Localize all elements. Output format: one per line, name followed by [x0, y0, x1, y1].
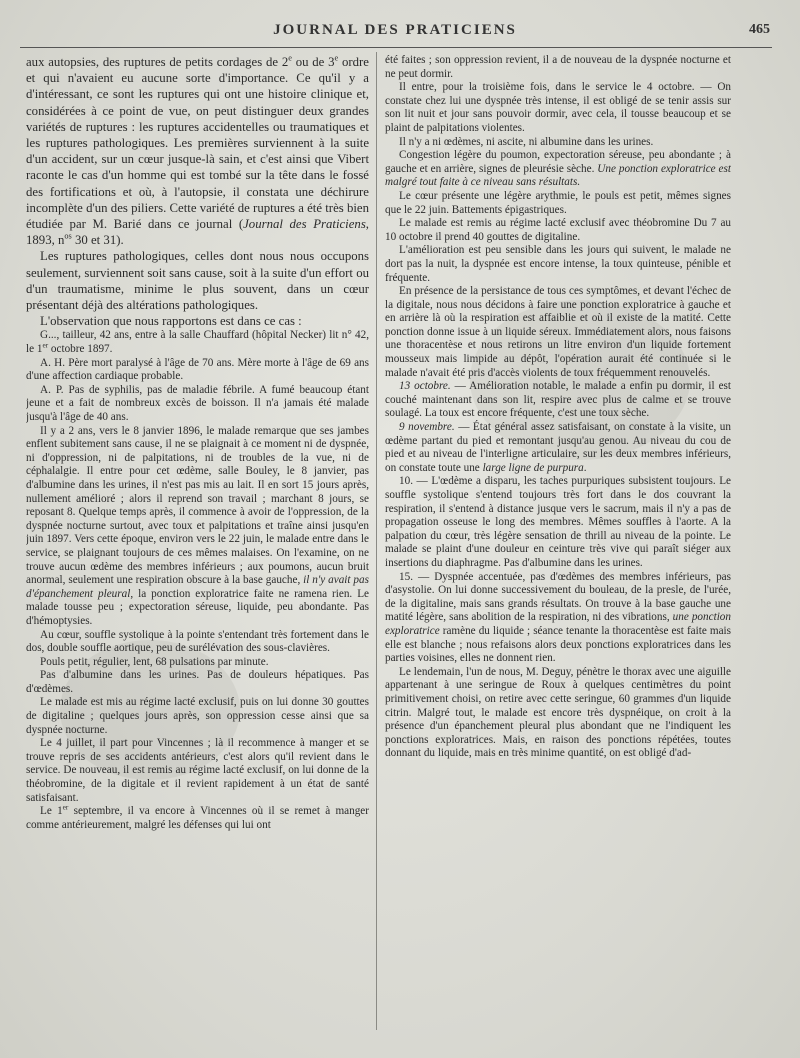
paragraph: [26, 248, 369, 313]
text-run: — Amélioration notable, le malade a enfin pu dormir, il est couché maintenant dans son lit, respire avec plus de calme et se trouve soulagé. La toux est encore fréquente, c'est une toux sèche.: [385, 380, 731, 420]
superscript: er: [62, 803, 69, 812]
paragraph: [385, 54, 731, 81]
header-rule: [20, 47, 772, 48]
text-run: L'amélioration est peu sensible dans les jours qui suivent, le malade ne dort pas la nuit, la dyspnée est encore intense, la toux quinteuse, pénible et fréquente.: [385, 244, 731, 284]
text-run: Le malade est remis au régime lacté exclusif avec théobromine Du 7 au 10 octobre il prend 40 gouttes de digitaline.: [385, 217, 731, 243]
text-run: aux autopsies, des ruptures de petits cordages de 2: [26, 55, 289, 69]
superscript: e: [334, 54, 339, 63]
text-run: A. P. Pas de syphilis, pas de maladie fébrile. A fumé beaucoup étant jeune et a fait de nombreux excès de boisson. Il n'a jamais été malade jusqu'à l'âge de 40 ans.: [26, 383, 369, 424]
superscript: er: [42, 341, 49, 350]
paragraph: [385, 285, 731, 380]
paragraph: [26, 54, 369, 248]
paragraph: [26, 805, 369, 832]
text-run: Pouls petit, régulier, lent, 68 pulsations par minute.: [40, 655, 269, 668]
paragraph: [26, 329, 369, 356]
text-run: , 1893, n: [26, 217, 369, 248]
text-run: G..., tailleur, 42 ans, entre à la salle Chauffard (hôpital Necker) lit n° 42, le 1: [26, 329, 369, 356]
text-run: , la ponction exploratrice faite ne ramena rien. Le malade tousse peu ; expectoration séreuse, liquide, peu abondante. Pas d'hémoptysies.: [26, 587, 369, 627]
text-run: ou de 3: [291, 55, 335, 69]
text-run: Pas d'albumine dans les urines. Pas de douleurs hépatiques. Pas d'œdèmes.: [26, 669, 369, 695]
paragraph: [26, 656, 369, 670]
text-run: ramène du liquide ; séance tenante la thoracentèse est faite mais elle est blanche ; nous refaisons alors deux ponctions exploratrices dans les parties voisines, elles ne donnent rien.: [385, 624, 731, 665]
paragraph: [385, 666, 731, 761]
column-divider: [376, 52, 377, 1030]
text-run: Le cœur présente une légère arythmie, le pouls est petit, mêmes signes que le 22 juin. Battements épigastriques.: [385, 189, 731, 216]
text-run: .: [583, 461, 587, 474]
paragraph: [26, 384, 369, 425]
text-run: En présence de la persistance de tous ces symptômes, et devant l'échec de la digitale, nous nous décidons à faire une ponction exploratrice à gauche et en arrière là où la respiration est affaiblie et où il existe de la matité. Cette ponction donne issue à un liquide séreux. Immédiatement alors, nous faisons une thoracentèse et nous retirons un litre environ d'un liquide fortement mousseux mais limpide au dépôt, l'opération aurait été continuée si le malade n'avait été pris d'accès violents de toux fréquemment renouvelés.: [385, 285, 731, 379]
paragraph: [26, 737, 369, 805]
italic-text: il n'y avait pas d'épanchement pleural: [26, 574, 369, 600]
paragraph: [385, 421, 731, 475]
paragraph: [26, 696, 369, 737]
text-run: octobre 1897.: [48, 343, 113, 356]
paragraph: [385, 380, 731, 421]
text-run: Au cœur, souffle systolique à la pointe s'entendant très fortement dans le dos, double souffle aortique, peu de surélévation des sous-clavières.: [26, 628, 369, 655]
paragraph: [26, 425, 369, 629]
text-run: Congestion légère du poumon, expectoration séreuse, peu abondante ; à gauche et en arrière, signes de pleurésie sèche.: [385, 149, 731, 175]
text-run: Le malade est mis au régime lacté exclusif, puis on lui donne 30 gouttes de digitaline ; quelques jours après, son oppression cesse ainsi que sa dyspnée nocturne.: [26, 696, 369, 736]
text-run: Il y a 2 ans, vers le 8 janvier 1896, le malade remarque que ses jambes enflent subitement sans cause, il ne se plaignait à ce moment ni de dyspnée, ni d'oppression, ni de palpitations, ni de troubles de la vue, ni de céphalalgie. Il entre pour cet œdème, salle Bouley, le 8 janvier, pas d'albumine dans les urines, il n'est pas mis au lait. Il en sort 15 jours après, nullement amélioré ; alors il reprend son travail ; marchant 8 jours, se reposant 8. Quelque temps après, il commence à avoir de l'oppression, de la dyspnée nocturne surtout, avec toux et palpitations et traîne ainsi jusqu'en juin 1897. Vers cette époque, environ vers le 22 juin, le malade entre dans le service, se plaignant toujours de ces mêmes malaises. On l'examine, on ne trouve aucun œdème des membres inférieurs ; aux poumons, aucun bruit anormal, seulement une respiration obscure à la base gauche,: [26, 424, 369, 587]
paragraph: [26, 357, 369, 384]
superscript: os: [64, 231, 72, 241]
paragraph: [385, 217, 731, 244]
paragraph: [385, 244, 731, 285]
italic-text: Journal des Praticiens: [243, 217, 366, 232]
text-run: — État général assez satisfaisant, on constate à la visite, un œdème partant du pied et remontant jusqu'au genou. Au niveau du cou de pied et au niveau de l'interligne articulaire, sur les deux membres inférieurs, on constate toute une: [385, 421, 731, 474]
page-number: 465: [749, 22, 770, 37]
text-run: 15. — Dyspnée accentuée, pas d'œdèmes des membres inférieurs, pas d'asystolie. On lui donne successivement du bouleau, de la presle, de l'urée, de la digitaline, mais sans grands résultats. On trouve à la base gauche une matité légère, sans abolition de la respiration, ni des vibrations,: [385, 570, 731, 624]
paragraph: [385, 149, 731, 190]
right-column: [385, 54, 731, 1044]
text-run: Le 4 juillet, il part pour Vincennes ; là il recommence à manger et se trouve repris de ses accidents antérieurs, c'est alors qu'il revient dans le service. De nouveau, il est remis au régime lacté exclusif, on lui donne de la théobromine, de la digitale et il revient rapidement à un état de santé satisfaisant.: [26, 737, 369, 804]
text-run: Le 1: [40, 805, 63, 818]
italic-text: 13 octobre.: [399, 380, 451, 393]
text-run: 10. — L'œdème a disparu, les taches purpuriques subsistent toujours. Le souffle systolique s'entend toujours très fort dans le dos couvrant la respiration, il s'entend à distance jusque vers le sacrum, mais il n'y a pas de propagation osseuse le long des membres. Mêmes souffles à l'aorte. A la palpation du cœur, très légère sensation de thrill au niveau de la pointe. Le malade se plaint d'une douleur en ceinture très vive qui paraît siéger aux insertions du diaphragme. Pas d'albumine dans les urines.: [385, 475, 731, 569]
running-title: JOURNAL DES PRATICIENS: [273, 22, 517, 38]
text-run: 30 et 31).: [71, 233, 124, 248]
paragraph: [385, 136, 731, 150]
paragraph: [385, 571, 731, 666]
paragraph: [26, 629, 369, 656]
italic-text: 9 novembre.: [399, 421, 455, 434]
text-run: L'observation que nous rapportons est dans ce cas :: [40, 314, 302, 329]
paragraph: [385, 190, 731, 217]
paragraph: [26, 669, 369, 696]
text-run: Il n'y a ni œdèmes, ni ascite, ni albumine dans les urines.: [399, 135, 654, 148]
paragraph: [385, 81, 731, 135]
left-column: [26, 54, 369, 1044]
text-run: ordre et qui n'avaient eu aucune sorte d'importance. Ce qu'il y a d'intéressant, ce sont les ruptures qui ont une histoire clinique et, considérées à ce point de vue, on peut distinguer deux grandes variétés de ruptures : les ruptures accidentelles ou traumatiques et les ruptures pathologiques. Les premières surviennent à la suite d'un accident, sur un cœur jusque-là sain, et c'est ainsi que Vibert raconte le cas d'un homme qui est tombé sur la tête dans le fossé des fortifications et où, à l'autopsie, il constata une déchirure incomplète d'un des piliers. Cette variété de ruptures a été très bien étudiée par M. Barié dans ce journal (: [26, 55, 369, 232]
text-run: Le lendemain, l'un de nous, M. Deguy, pénètre le thorax avec une aiguille appartenant à une seringue de Roux à quelques centimètres du point primitivement choisi, on retire avec cette seringue, 60 grammes d'un liquide citrin. Malgré tout, le malade est encore très dyspnéique, on croit à la présence d'un épanchement pleural plus abondant que ne l'indiquent les ponctions exploratrices. Mais, en raison des ponctions répétées, toutes donnant du liquide, mais en très minime quantité, on est obligé d'ad-: [385, 665, 731, 760]
text-run: septembre, il va encore à Vincennes où il se remet à manger comme antérieurement, malgré les défenses qui lui ont: [26, 805, 369, 831]
page-header: [20, 22, 770, 44]
text-run: été faites ; son oppression revient, il a de nouveau de la dyspnée nocturne et ne peut dormir.: [385, 54, 731, 80]
paragraph: [26, 313, 369, 329]
text-run: Les ruptures pathologiques, celles dont nous nous occupons seulement, surviennent soit sans cause, soit à la suite d'un effort ou d'un traumatisme, minime le plus souvent, dans un cœur présentant déjà des altérations pathologiques.: [26, 249, 369, 313]
superscript: e: [288, 54, 292, 63]
italic-text: Une ponction exploratrice est malgré tout faite à ce niveau sans résultats.: [385, 162, 731, 189]
italic-text: large ligne de purpura: [482, 461, 584, 474]
text-run: Il entre, pour la troisième fois, dans le service le 4 octobre. — On constate chez lui une dyspnée très intense, il est obligé de se tenir assis sur son lit nuit et jour sans pouvoir dormir, avec cela, il tousse beaucoup et se plaint de palpitations violentes.: [385, 81, 731, 134]
paragraph: [385, 475, 731, 570]
italic-text: une ponction exploratrice: [385, 611, 731, 637]
text-run: A. H. Père mort paralysé à l'âge de 70 ans. Mère morte à l'âge de 69 ans d'une affection cardiaque probable.: [26, 356, 369, 383]
